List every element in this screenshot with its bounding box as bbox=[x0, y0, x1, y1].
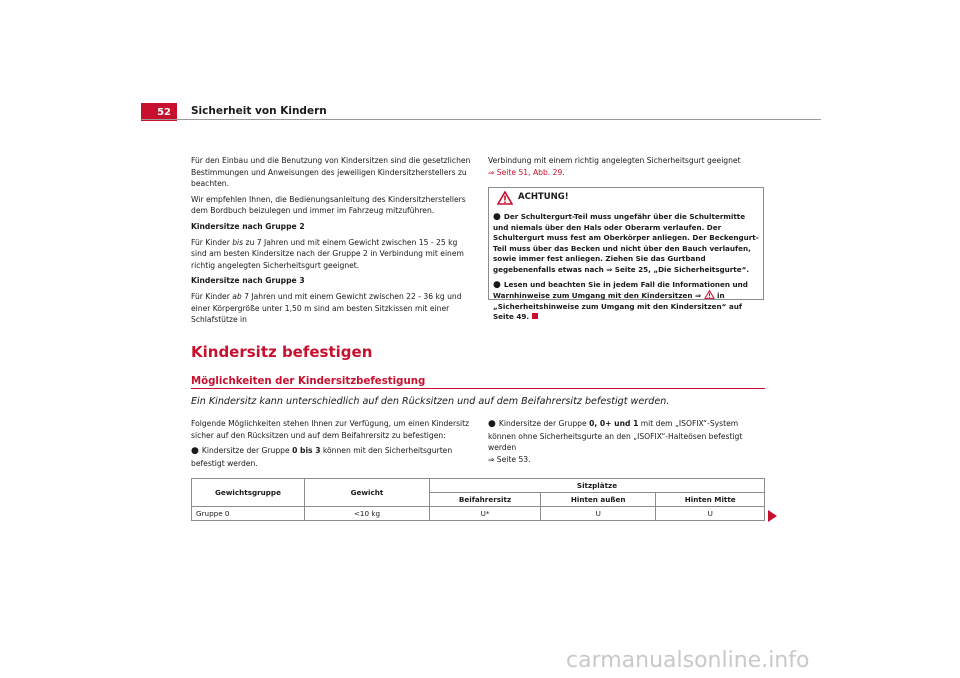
bullet-isofix bbox=[488, 418, 764, 465]
warning-triangle-icon bbox=[497, 191, 513, 205]
bullet-icon: ● bbox=[488, 419, 496, 429]
header-seats: Sitzplätze bbox=[430, 479, 765, 493]
paragraph-options: Folgende Möglichkeiten stehen Ihnen zur Verfügung, um einen Kindersitz sicher auf den Rücksitzen und auf dem Beifahrersitz zu befestigen: bbox=[191, 419, 470, 440]
text: Für Kinder bbox=[191, 237, 233, 247]
text: zu 7 Jahren und mit einem Gewicht zwischen 15 - 25 kg sind am besten Kindersitze nach der Gruppe 2 in Verbindung mit einem richtig angelegten Sicherheitsgurt geeignet. bbox=[191, 237, 464, 270]
left-column bbox=[191, 155, 473, 330]
header-passenger-seat: Beifahrersitz bbox=[430, 493, 541, 507]
bullet-icon: ● bbox=[191, 446, 199, 457]
text: Verbindung mit einem richtig angelegten Sicherheitsgurt geeignet bbox=[488, 156, 741, 165]
header-rear-middle: Hinten Mitte bbox=[656, 493, 765, 507]
bold-text: 0, 0+ und 1 bbox=[589, 419, 639, 428]
subtitle-divider bbox=[191, 388, 765, 389]
warning-bullet-1 bbox=[493, 212, 761, 276]
text: Kindersitze der Gruppe bbox=[201, 446, 293, 456]
paragraph-group-2 bbox=[191, 237, 473, 272]
warning-title: ACHTUNG! bbox=[518, 192, 569, 202]
cell-rear-middle: U bbox=[656, 507, 765, 521]
text: . bbox=[562, 167, 565, 177]
warning-triangle-icon bbox=[704, 290, 715, 299]
cell-group: Gruppe 0 bbox=[192, 507, 305, 521]
heading-group-3: Kindersitze nach Gruppe 3 bbox=[191, 276, 305, 286]
cross-reference-link[interactable] bbox=[488, 167, 565, 177]
emphasis: bis bbox=[232, 237, 244, 247]
bullet-icon: ● bbox=[493, 279, 501, 290]
watermark: carmanualsonline.info bbox=[566, 648, 810, 673]
body-right-column bbox=[488, 418, 764, 469]
cross-reference-link[interactable]: ⇒ Seite 53. bbox=[488, 454, 531, 464]
text: Der Schultergurt-Teil muss ungefähr über die Schultermitte und niemals über den Hals oder Oberarm verlaufen. Der Schultergurt muss fest am Oberkörper anliegen. Der Beckengurt-Teil muss über das Becken und nicht über den Bauch verlaufen, sowie immer fest anliegen. Ziehen Sie das Gurtband gegebenenfalls etwas nach ⇒ Seite 25, „Die Sicherheitsgurte“. bbox=[493, 212, 759, 274]
link-text: Seite 51, Abb. 29 bbox=[496, 167, 563, 177]
warning-box bbox=[488, 187, 764, 322]
heading-group-2: Kindersitze nach Gruppe 2 bbox=[191, 221, 305, 231]
seat-table bbox=[191, 478, 765, 521]
text: Lesen und beachten Sie in jedem Fall die Informationen und Warnhinweise zum Umgang mit den Kindersitzen ⇒ bbox=[493, 279, 748, 301]
header-weight-group: Gewichtsgruppe bbox=[192, 479, 305, 507]
body-left-column bbox=[191, 418, 473, 473]
page-number-text: 52 bbox=[157, 106, 171, 118]
header-weight: Gewicht bbox=[305, 479, 430, 507]
arrow: ⇒ bbox=[488, 167, 495, 177]
cell-rear-outer: U bbox=[541, 507, 656, 521]
bullet-icon: ● bbox=[493, 212, 501, 222]
next-page-arrow-icon[interactable] bbox=[768, 510, 777, 522]
section-title: Kindersitz befestigen bbox=[191, 343, 373, 361]
paragraph-continuation bbox=[488, 155, 764, 178]
text: Kindersitze der Gruppe bbox=[498, 419, 590, 428]
cell-passenger-seat: U* bbox=[430, 507, 541, 521]
text: 7 Jahren und mit einem Gewicht zwischen 22 - 36 kg und einer Körpergröße unter 1,50 m sind am besten Sitzkissen mit einer Schlafstütze in bbox=[191, 291, 462, 325]
page-title: Sicherheit von Kindern bbox=[191, 105, 327, 117]
paragraph-recommendation: Wir empfehlen Ihnen, die Bedienungsanleitung des Kindersitzherstellers dem Bordbuch beizulegen und immer im Fahrzeug mitzuführen. bbox=[191, 194, 466, 216]
cell-weight: <10 kg bbox=[305, 507, 430, 521]
bold-text: 0 bis 3 bbox=[292, 446, 321, 456]
emphasis: ab bbox=[232, 291, 242, 301]
header-divider bbox=[141, 119, 821, 120]
warning-body bbox=[493, 212, 761, 327]
header-rear-outer: Hinten außen bbox=[541, 493, 656, 507]
table-row bbox=[192, 507, 765, 521]
text: in „Sicherheitshinweise zum Umgang mit den Kindersitzen“ auf Seite 49. bbox=[493, 291, 742, 322]
paragraph-group-3 bbox=[191, 291, 473, 326]
text: mit dem „ISOFIX“-System können ohne Sicherheitsgurte an den „ISOFIX“-Halteösen befestigt werden bbox=[488, 419, 743, 453]
bullet-seatbelts bbox=[191, 445, 473, 469]
paragraph-regulations: Für den Einbau und die Benutzung von Kindersitzen sind die gesetzlichen Bestimmungen und Anweisungen des jeweiligen Kindersitzherstellers zu beachten. bbox=[191, 156, 471, 189]
text: Für Kinder bbox=[191, 291, 233, 301]
text: können mit den Sicherheitsgurten befestigt werden. bbox=[191, 446, 453, 468]
warning-bullet-2 bbox=[493, 280, 761, 323]
section-subtitle: Möglichkeiten der Kindersitzbefestigung bbox=[191, 376, 426, 387]
end-of-section-marker-icon bbox=[532, 313, 538, 319]
warning-header bbox=[489, 188, 763, 207]
right-column bbox=[488, 155, 764, 182]
section-intro: Ein Kindersitz kann unterschiedlich auf den Rücksitzen und auf dem Beifahrersitz befestigt werden. bbox=[191, 396, 670, 407]
